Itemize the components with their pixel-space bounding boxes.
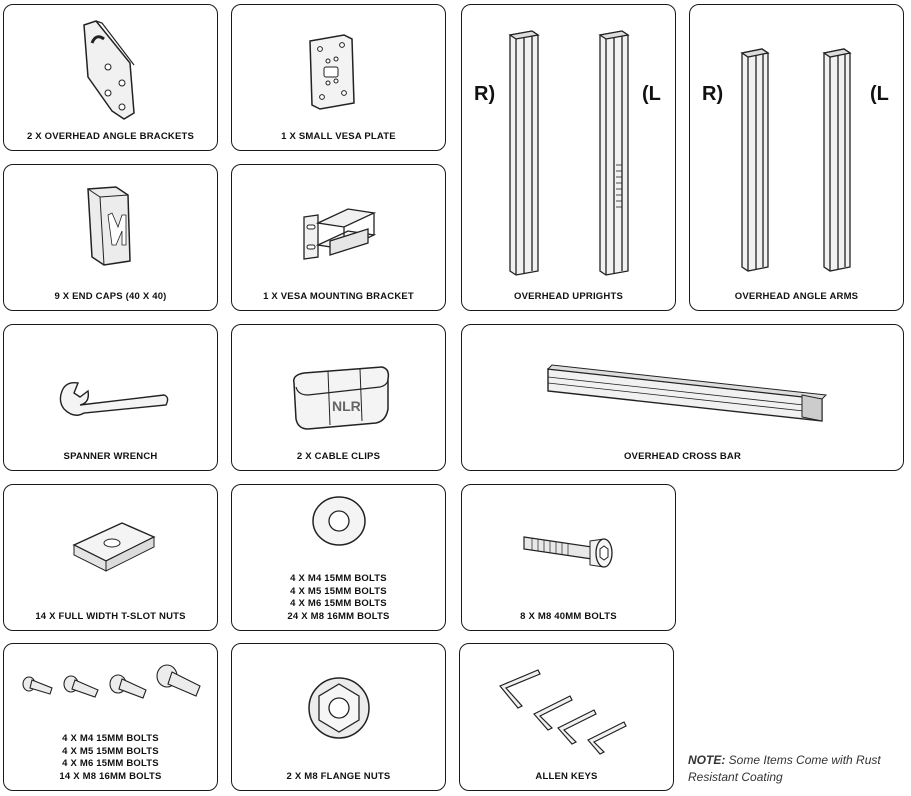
- part-label: OVERHEAD UPRIGHTS: [514, 290, 623, 302]
- card-end-caps: [3, 164, 218, 311]
- card-washer-bolts: [231, 484, 446, 631]
- card-t-slot-nuts: [3, 484, 218, 631]
- angle-arms-illustration: [690, 5, 905, 312]
- part-label: 9 X END CAPS (40 X 40): [54, 290, 167, 302]
- card-small-vesa-plate: [231, 4, 446, 151]
- part-label: 8 X M8 40MM BOLTS: [520, 610, 617, 622]
- part-label: 2 X OVERHEAD ANGLE BRACKETS: [26, 130, 195, 142]
- part-label: 1 X VESA MOUNTING BRACKET: [263, 290, 414, 302]
- left-side-marker: (L: [642, 83, 661, 105]
- part-label: 4 X M4 15MM BOLTS 4 X M5 15MM BOLTS 4 X M6 15MM BOLTS 14 X M8 16MM BOLTS: [59, 733, 162, 782]
- right-side-marker: R): [474, 83, 496, 105]
- note-text: Some Items Come with Rust Resistant Coating: [688, 753, 881, 784]
- cable-clip-logo: NLR: [332, 398, 361, 414]
- part-label: 1 X SMALL VESA PLATE: [281, 130, 396, 142]
- card-spanner-wrench: [3, 324, 218, 471]
- card-overhead-uprights: [461, 4, 676, 311]
- card-flange-nuts: [231, 643, 446, 791]
- card-overhead-cross-bar: [461, 324, 904, 471]
- rust-note: [688, 752, 898, 786]
- card-m8-40mm-bolts: [461, 484, 676, 631]
- card-allen-keys: [459, 643, 674, 791]
- card-overhead-angle-arms: [689, 4, 904, 311]
- part-label: SPANNER WRENCH: [63, 450, 158, 462]
- part-label: OVERHEAD ANGLE ARMS: [734, 290, 859, 302]
- card-vesa-mounting-bracket: [231, 164, 446, 311]
- part-label: 2 X M8 FLANGE NUTS: [286, 770, 391, 782]
- part-label: 2 X CABLE CLIPS: [296, 450, 381, 462]
- part-label: ALLEN KEYS: [535, 770, 598, 782]
- note-prefix: NOTE:: [688, 753, 726, 767]
- card-bolts-set: [3, 643, 218, 791]
- part-label: OVERHEAD CROSS BAR: [623, 450, 742, 462]
- uprights-illustration: [462, 5, 677, 312]
- card-cable-clips: [231, 324, 446, 471]
- left-side-marker: (L: [870, 83, 889, 105]
- part-label: 14 X FULL WIDTH T-SLOT NUTS: [35, 610, 186, 622]
- part-label: 4 X M4 15MM BOLTS 4 X M5 15MM BOLTS 4 X M6 15MM BOLTS 24 X M8 16MM BOLTS: [287, 573, 390, 622]
- right-side-marker: R): [702, 83, 724, 105]
- card-overhead-angle-brackets: [3, 4, 218, 151]
